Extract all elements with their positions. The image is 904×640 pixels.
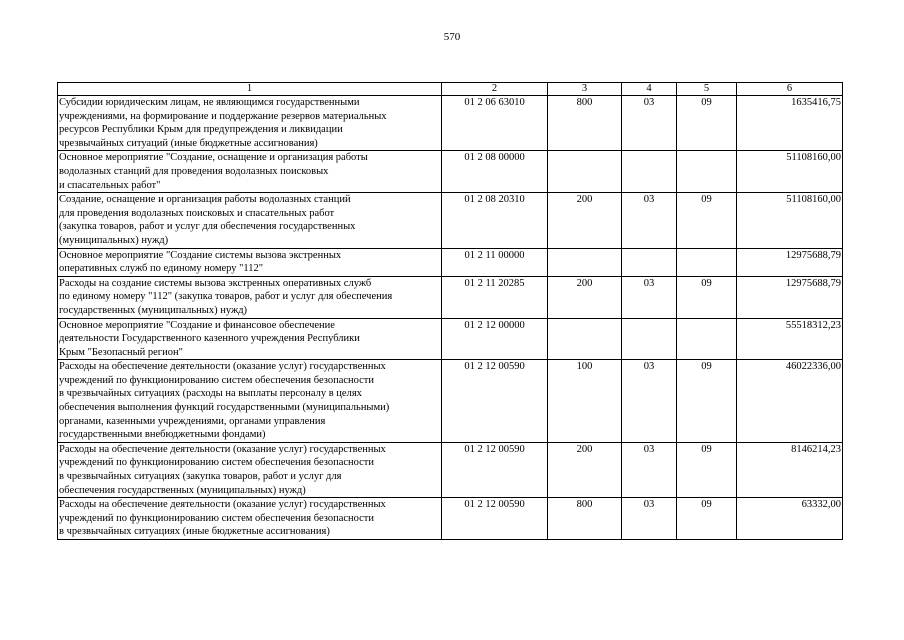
- column-header: 4: [622, 83, 677, 96]
- table-row: [58, 498, 843, 540]
- column-header: 6: [737, 83, 843, 96]
- table-row: [58, 96, 843, 151]
- section-cell: [622, 318, 677, 360]
- description-line: Создание, оснащение и организация работы водолазных станций: [59, 194, 351, 206]
- table-header-row: [58, 83, 843, 96]
- row-description: [58, 360, 442, 443]
- description-line: водолазных станций для проведения водолазных поисковых: [59, 165, 329, 177]
- subsection-cell: [677, 318, 737, 360]
- amount-cell: 55518312,23: [737, 318, 843, 360]
- section-cell: 03: [622, 96, 677, 151]
- amount-cell: 51108160,00: [737, 193, 843, 248]
- budget-code-cell: 01 2 06 63010: [442, 96, 548, 151]
- section-cell: [622, 151, 677, 193]
- description-line: (муниципальных) нужд): [59, 234, 169, 246]
- subsection-cell: 09: [677, 360, 737, 443]
- description-line: деятельности Государственного казенного учреждения Республики: [59, 333, 360, 345]
- table-row: [58, 193, 843, 248]
- expense-type-cell: [548, 318, 622, 360]
- section-cell: 03: [622, 498, 677, 540]
- subsection-cell: [677, 248, 737, 276]
- description-line: учреждений по функционированию систем обеспечения безопасности: [59, 512, 375, 524]
- description-line: учреждений по функционированию систем обеспечения безопасности: [59, 457, 375, 469]
- subsection-cell: [677, 151, 737, 193]
- description-line: учреждений по функционированию систем обеспечения безопасности: [59, 374, 375, 386]
- amount-cell: 46022336,00: [737, 360, 843, 443]
- budget-code-cell: 01 2 12 00590: [442, 442, 548, 497]
- description-line: Крым "Безопасный регион": [59, 346, 183, 358]
- budget-code-cell: 01 2 08 00000: [442, 151, 548, 193]
- description-line: обеспечения выполнения функций государственными (муниципальными): [59, 402, 390, 414]
- description-line: Основное мероприятие "Создание, оснащение и организация работы: [59, 152, 368, 164]
- subsection-cell: 09: [677, 193, 737, 248]
- description-line: оперативных служб по единому номеру "112": [59, 263, 264, 275]
- column-header: 1: [58, 83, 442, 96]
- description-line: органами, казенными учреждениями, органами управления: [59, 415, 326, 427]
- description-line: чрезвычайных ситуаций (иные бюджетные ассигнования): [59, 137, 318, 149]
- description-line: обеспечения государственных (муниципальных) нужд): [59, 484, 306, 496]
- amount-cell: 12975688,79: [737, 276, 843, 318]
- expense-type-cell: 200: [548, 276, 622, 318]
- expense-type-cell: 100: [548, 360, 622, 443]
- page-number: 570: [443, 31, 461, 43]
- budget-table: [57, 82, 843, 540]
- description-line: (закупка товаров, работ и услуг для обеспечения государственных: [59, 221, 356, 233]
- budget-code-cell: 01 2 11 20285: [442, 276, 548, 318]
- row-description: [58, 248, 442, 276]
- description-line: Расходы на обеспечение деятельности (оказание услуг) государственных: [59, 361, 386, 373]
- expense-type-cell: [548, 151, 622, 193]
- section-cell: 03: [622, 360, 677, 443]
- description-line: для проведения водолазных поисковых и спасательных работ: [59, 207, 335, 219]
- section-cell: [622, 248, 677, 276]
- column-header: 2: [442, 83, 548, 96]
- table-row: [58, 442, 843, 497]
- description-line: в чрезвычайных ситуациях (расходы на выплаты персоналу в целях: [59, 388, 362, 400]
- description-line: в чрезвычайных ситуациях (иные бюджетные ассигнования): [59, 526, 330, 538]
- expense-type-cell: 800: [548, 498, 622, 540]
- budget-code-cell: 01 2 12 00000: [442, 318, 548, 360]
- column-header: 3: [548, 83, 622, 96]
- expense-type-cell: 200: [548, 442, 622, 497]
- row-description: [58, 498, 442, 540]
- amount-cell: 63332,00: [737, 498, 843, 540]
- table-row: [58, 318, 843, 360]
- row-description: [58, 193, 442, 248]
- row-description: [58, 276, 442, 318]
- subsection-cell: 09: [677, 96, 737, 151]
- expense-type-cell: 200: [548, 193, 622, 248]
- table-row: [58, 276, 843, 318]
- description-line: ресурсов Республики Крым для предупреждения и ликвидации: [59, 124, 343, 136]
- description-line: Основное мероприятие "Создание и финансовое обеспечение: [59, 319, 335, 331]
- description-line: по единому номеру "112" (закупка товаров, работ и услуг для обеспечения: [59, 291, 393, 303]
- subsection-cell: 09: [677, 442, 737, 497]
- subsection-cell: 09: [677, 276, 737, 318]
- subsection-cell: 09: [677, 498, 737, 540]
- column-header: 5: [677, 83, 737, 96]
- section-cell: 03: [622, 442, 677, 497]
- description-line: учреждениями, на формирование и поддержание резервов материальных: [59, 110, 387, 122]
- row-description: [58, 151, 442, 193]
- description-line: и спасательных работ": [59, 179, 161, 191]
- row-description: [58, 318, 442, 360]
- amount-cell: 12975688,79: [737, 248, 843, 276]
- table-row: [58, 360, 843, 443]
- row-description: [58, 96, 442, 151]
- row-description: [58, 442, 442, 497]
- description-line: государственных (муниципальных) нужд): [59, 304, 248, 316]
- budget-code-cell: 01 2 08 20310: [442, 193, 548, 248]
- description-line: Расходы на обеспечение деятельности (оказание услуг) государственных: [59, 443, 386, 455]
- section-cell: 03: [622, 276, 677, 318]
- amount-cell: 8146214,23: [737, 442, 843, 497]
- description-line: государственными внебюджетными фондами): [59, 429, 266, 441]
- description-line: Расходы на создание системы вызова экстренных оперативных служб: [59, 277, 372, 289]
- expense-type-cell: 800: [548, 96, 622, 151]
- section-cell: 03: [622, 193, 677, 248]
- description-line: в чрезвычайных ситуациях (закупка товаров, работ и услуг для: [59, 471, 342, 483]
- table-row: [58, 151, 843, 193]
- description-line: Субсидии юридическим лицам, не являющимся государственными: [59, 97, 360, 108]
- table-row: [58, 248, 843, 276]
- description-line: Расходы на обеспечение деятельности (оказание услуг) государственных: [59, 499, 386, 511]
- budget-code-cell: 01 2 12 00590: [442, 360, 548, 443]
- expense-type-cell: [548, 248, 622, 276]
- amount-cell: 51108160,00: [737, 151, 843, 193]
- budget-code-cell: 01 2 12 00590: [442, 498, 548, 540]
- amount-cell: 1635416,75: [737, 96, 843, 151]
- description-line: Основное мероприятие "Создание системы вызова экстренных: [59, 249, 342, 261]
- budget-code-cell: 01 2 11 00000: [442, 248, 548, 276]
